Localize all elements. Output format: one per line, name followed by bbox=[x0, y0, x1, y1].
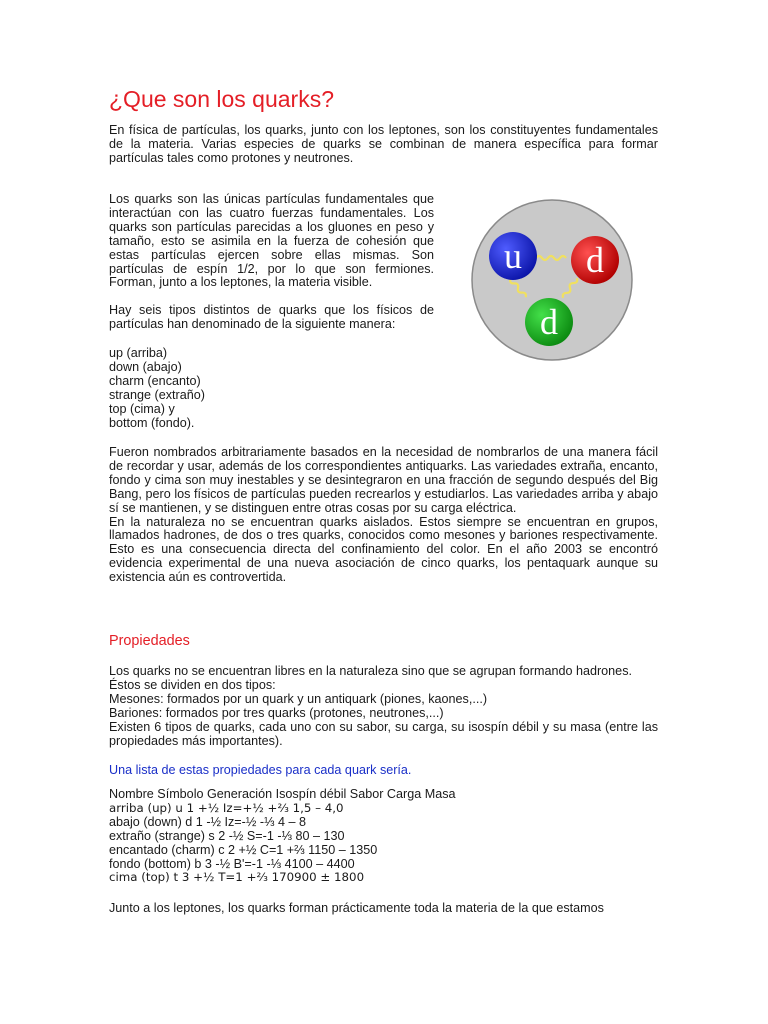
properties-line-1: Éstos se dividen en dos tipos: bbox=[109, 677, 276, 692]
table-row: encantado (charm) c 2 +½ C=1 +⅔ 1150 – 1350 bbox=[109, 842, 378, 857]
table-row: extraño (strange) s 2 -½ S=-1 -⅓ 80 – 130 bbox=[109, 828, 345, 843]
table-row: cima (top) t 3 +½ T=1 +⅔ 170900 ± 1800 bbox=[109, 870, 365, 885]
naming-paragraph: Fueron nombrados arbitrariamente basados en la necesidad de nombrarlos de una manera fácil de recordar y usar, además de los correspondientes antiquarks. Las variedades extraña, encanto, fondo y cima son muy inestables y se desintegraron en una fracción de segundo después del Big Bang, pero los físicos de partículas pueden recrearlos y estudiarlos. Las variedades arriba y abajo sí se mantienen, y se distinguen entre otras cosas por su carga eléctrica. bbox=[109, 445, 658, 515]
properties-section bbox=[109, 665, 658, 748]
description-paragraph-2: Hay seis tipos distintos de quarks que los físicos de partículas han denominado de la siguiente manera: bbox=[109, 303, 434, 332]
list-item: strange (extraño) bbox=[109, 387, 205, 402]
description-paragraph-1: Los quarks son las únicas partículas fundamentales que interactúan con las cuatro fuerzas fundamentales. Los quarks son partículas parecidas a los gluones en peso y tamaño, esto se asimila en la fuerza de cohesión que estas partículas ejercen sobre ellas mismas. Son partículas de espín 1/2, por lo que son fermiones. Forman, junto a los leptones, la materia visible. bbox=[109, 192, 434, 290]
quarks-description bbox=[109, 193, 434, 332]
list-item: charm (encanto) bbox=[109, 373, 201, 388]
closing-paragraph: Junto a los leptones, los quarks forman prácticamente toda la materia de la que estamos bbox=[109, 901, 604, 915]
properties-paragraph-2: Existen 6 tipos de quarks, cada uno con su sabor, su carga, su isospín débil y su masa (entre las propiedades más importantes). bbox=[109, 719, 658, 748]
quark-d-label: d bbox=[540, 302, 558, 342]
intro-paragraph: En física de partículas, los quarks, junto con los leptones, son los constituyentes fundamentales de la materia. Varias especies de quarks se combinan de manera específica para formar partículas tales como protones y neutrones. bbox=[109, 123, 658, 165]
quark-type-list bbox=[109, 347, 434, 430]
table-row: arriba (up) u 1 +½ Iz=+½ +⅔ 1,5 – 4,0 bbox=[109, 800, 344, 815]
properties-list-link[interactable]: Una lista de estas propiedades para cada quark sería. bbox=[109, 763, 412, 777]
properties-paragraph-1: Los quarks no se encuentran libres en la naturaleza sino que se agrupan formando hadrones. bbox=[109, 664, 632, 678]
list-item: bottom (fondo). bbox=[109, 415, 195, 430]
proton-quark-diagram bbox=[470, 198, 634, 362]
page-title: ¿Que son los quarks? bbox=[109, 86, 335, 112]
quark-d-label: d bbox=[586, 240, 604, 280]
table-header-line: Nombre Símbolo Generación Isospín débil Sabor Carga Masa bbox=[109, 787, 456, 801]
naming-section bbox=[109, 446, 658, 585]
properties-line-3: Bariones: formados por tres quarks (protones, neutrones,...) bbox=[109, 705, 444, 720]
intro-section bbox=[109, 124, 658, 166]
table-row: fondo (bottom) b 3 -½ B'=-1 -⅓ 4100 – 4400 bbox=[109, 856, 355, 871]
list-item: top (cima) y bbox=[109, 401, 175, 416]
properties-line-2: Mesones: formados por un quark y un antiquark (piones, kaones,...) bbox=[109, 691, 488, 706]
quark-properties-table bbox=[109, 788, 658, 885]
hadrons-paragraph: En la naturaleza no se encuentran quarks aislados. Estos siempre se encuentran en grupos, llamados hadrones, de dos o tres quarks, conocidos como mesones y bariones respectivamente. Esto es una consecuencia directa del confinamiento del color. En el año 2003 se encontró evidencia experimental de una nueva asociación de cinco quarks, los pentaquark aunque su existencia aún es controvertida. bbox=[109, 514, 658, 585]
section-heading-propiedades: Propiedades bbox=[109, 633, 190, 649]
closing-section bbox=[109, 902, 658, 916]
list-item: down (abajo) bbox=[109, 359, 182, 374]
table-row: abajo (down) d 1 -½ Iz=-½ -⅓ 4 – 8 bbox=[109, 814, 307, 829]
quark-u-label: u bbox=[504, 236, 522, 276]
list-item: up (arriba) bbox=[109, 346, 168, 360]
